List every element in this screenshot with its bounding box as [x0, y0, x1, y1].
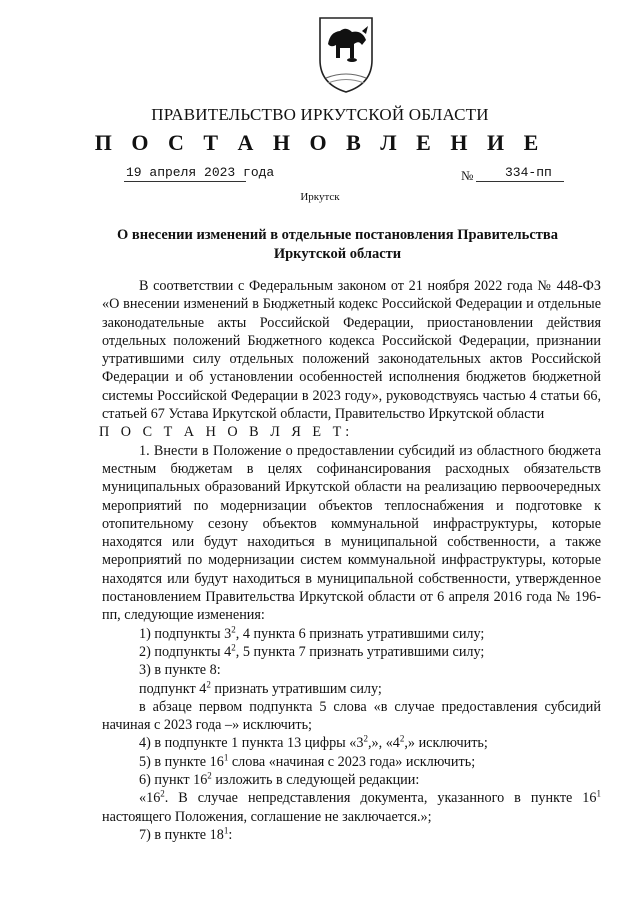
- document-number: 334-пп: [505, 165, 552, 180]
- list-item: 6) пункт $16^2$ изложить в следующей редакции:: [139, 770, 420, 789]
- paragraph-1: 1. Внести в Положение о предоставлении субсидий из областного бюджета местным бюджетам в целях софинансирования расходных обязательств муниципальных образований Иркутской области на реализацию первоочередных мероприятий по модернизации объектов теплоснабжения и подготовке к отопительному сезону объектов коммунальной инфраструктуры, которые находятся или будут находиться в муниципальной собственности, а также мероприятий по модернизации систем коммунальной инфраструктуры, которые находятся или будут находиться в муниципальной собственности, утвержденное постановлением Правительства Иркутской области от 6 апреля 2016 года № 196-пп, следующие изменения:: [102, 442, 601, 624]
- list-item: 5) в пункте $16^1$ слова «начиная с 2023 года» исключить;: [139, 751, 476, 770]
- number-sign: №: [461, 168, 474, 183]
- list-item: 7) в пункте $18^1$:: [139, 825, 233, 843]
- number-underline: [476, 181, 564, 182]
- resolves-heading: П О С Т А Н О В Л Я Е Т:: [99, 424, 354, 441]
- date-underline: [124, 181, 246, 182]
- quoted-paragraph: «$16^2$. В случае непредставления документа, указанного в пункте $16^1$ настоящего Положения, соглашение не заключается.»;: [102, 788, 601, 825]
- list-item: в абзаце первом подпункта 5 слова «в случае предоставления субсидий начиная с 2023 года –» исключить;: [102, 698, 601, 734]
- document-date: 19 апреля 2023 года: [126, 165, 275, 180]
- document-title: О внесении изменений в отдельные постановления Правительства Иркутской области: [117, 227, 558, 262]
- preamble: В соответствии с Федеральным законом от 21 ноября 2022 года № 448-ФЗ «О внесении изменений в Бюджетный кодекс Российской Федерации и отдельные законодательные акты Российской Федерации, приостановлении действия отдельных положений Бюджетного кодекса Российской Федерации, признании утратившими силу отдельных положений законодательных актов Российской Федерации и об установлении особенностей исполнения бюджетов бюджетной системы Российской Федерации в 2023 году», руководствуясь частью 4 статьи 66, статьей 67 Устава Иркутской области, Правительство Иркутской области: [102, 278, 601, 423]
- list-item: 1) подпункты $3^2$, 4 пункта 6 признать утратившими силу;: [139, 623, 485, 642]
- coat-of-arms-icon: [316, 14, 376, 94]
- government-name: ПРАВИТЕЛЬСТВО ИРКУТСКОЙ ОБЛАСТИ: [151, 105, 489, 124]
- list-item: 4) в подпункте 1 пункта 13 цифры «$3^2$,», «$4^2$,» исключить;: [139, 733, 488, 752]
- document-type: П О С Т А Н О В Л Е Н И Е: [94, 130, 546, 155]
- document-body: [99, 277, 601, 844]
- city: Иркутск: [300, 191, 340, 203]
- list-item: 2) подпункты $4^2$, 5 пункта 7 признать утратившими силу;: [139, 642, 485, 660]
- list-item: 3) в пункте 8:: [139, 662, 221, 679]
- list-item: подпункт $4^2$ признать утратившим силу;: [139, 678, 382, 697]
